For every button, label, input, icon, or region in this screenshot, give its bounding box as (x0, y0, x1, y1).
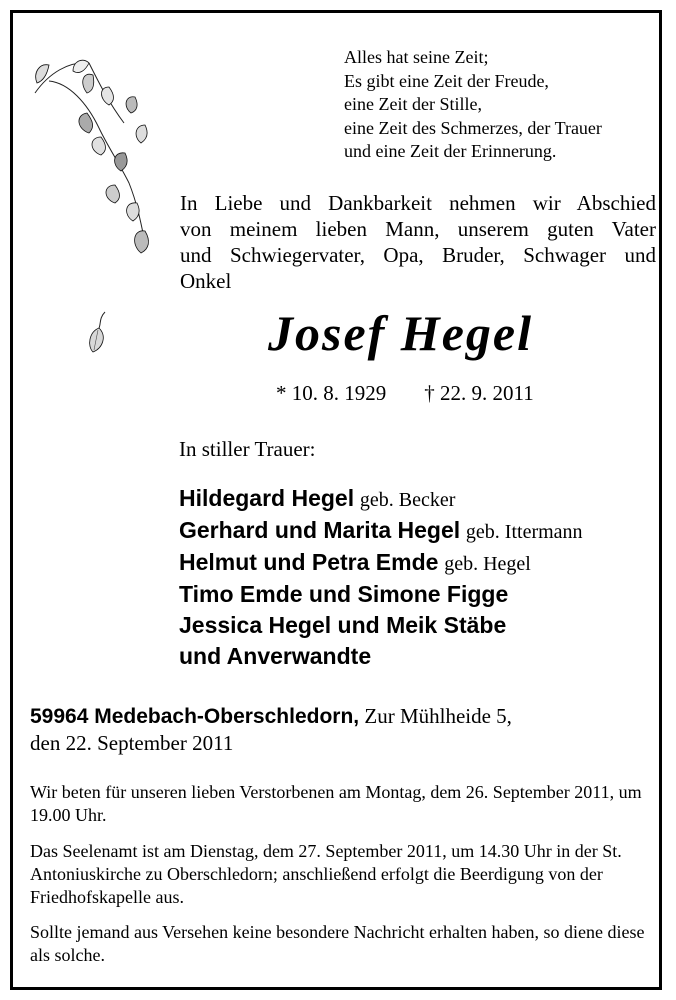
intro-line: von meinem lieben Mann, unserem guten Vater (180, 217, 656, 241)
mourner-entry (179, 483, 583, 515)
requiem-paragraph: Das Seelenamt ist am Dienstag, dem 27. September 2011, um 14.30 Uhr in der St. Antoniuskirche zu Oberschledorn; anschließend erfolgt die Beerdigung von der Friedhofskapelle aus. (30, 841, 622, 907)
poem-line: eine Zeit des Schmerzes, der Trauer (344, 117, 602, 138)
birch-branch-icon (29, 53, 169, 263)
life-dates (276, 381, 534, 406)
mourner-note: geb. Hegel (444, 553, 531, 575)
poem-line: Alles hat seine Zeit; (344, 47, 489, 67)
poem-line: eine Zeit der Stille, (344, 94, 482, 114)
mourner-entry (179, 547, 583, 579)
mourner-note: geb. Becker (359, 489, 456, 511)
mourner-name: und Anverwandte (179, 643, 372, 669)
mourner-entry (179, 641, 583, 672)
intro-line: und Schwiegervater, Opa, Bruder, Schwager und (180, 243, 656, 267)
prayer-paragraph: Wir beten für unseren lieben Verstorbenen am Montag, dem 26. September 2011, um 19.00 Uhr. (30, 782, 642, 825)
mourner-name: Gerhard und Marita Hegel (179, 517, 461, 543)
mourner-entry (179, 610, 583, 641)
intro-line: Onkel (180, 269, 232, 293)
mourner-entry (179, 515, 583, 547)
mourners-list (179, 483, 583, 672)
mourner-name: Helmut und Petra Emde (179, 549, 439, 575)
intro-line: In Liebe und Dankbarkeit nehmen wir Abschied (180, 191, 656, 215)
mourner-note: geb. Ittermann (465, 521, 583, 543)
address-date: den 22. September 2011 (30, 731, 234, 755)
mourning-label: In stiller Trauer: (179, 437, 316, 461)
intro-text (180, 190, 656, 294)
notice-paragraph: Sollte jemand aus Versehen keine besondere Nachricht erhalten haben, so diene diese als solche. (30, 922, 645, 965)
mourner-entry (179, 579, 583, 610)
address-block (30, 703, 512, 756)
address-street: Zur Mühlheide 5, (364, 704, 512, 728)
mourner-name: Timo Emde und Simone Figge (179, 581, 509, 607)
poem-line: und eine Zeit der Erinnerung. (344, 141, 557, 161)
poem (344, 46, 602, 164)
mourner-name: Hildegard Hegel (179, 485, 355, 511)
deceased-name: Josef Hegel (268, 305, 533, 361)
obituary-frame (10, 10, 662, 990)
death-date: † 22. 9. 2011 (424, 381, 534, 405)
birth-date: * 10. 8. 1929 (276, 381, 387, 405)
leaf-icon (85, 310, 111, 354)
mourner-name: Jessica Hegel und Meik Stäbe (179, 612, 507, 638)
poem-line: Es gibt eine Zeit der Freude, (344, 70, 549, 91)
address-place: 59964 Medebach-Oberschledorn, (30, 705, 360, 728)
